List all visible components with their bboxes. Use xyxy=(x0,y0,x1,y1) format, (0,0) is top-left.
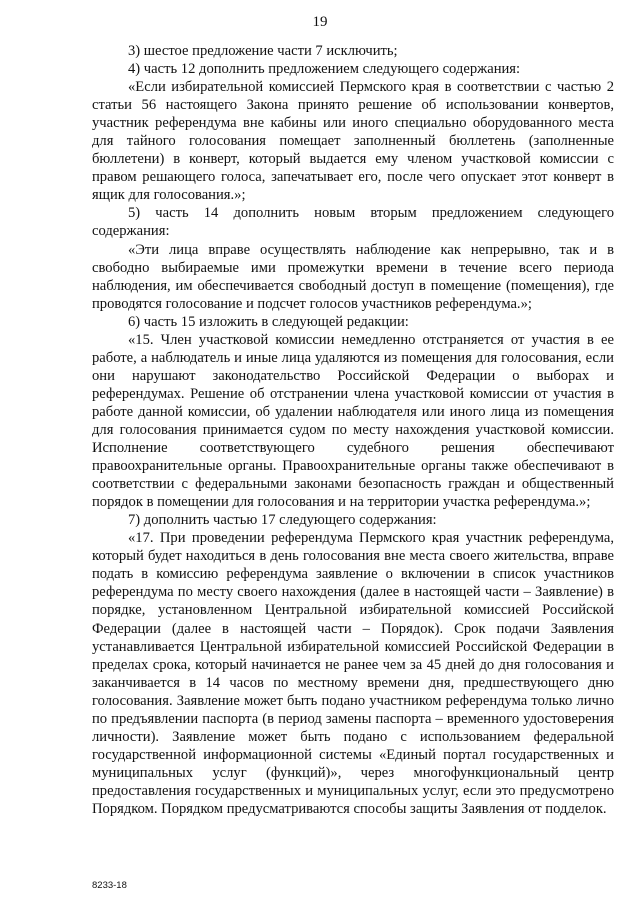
paragraph-item-6: 6) часть 15 изложить в следующей редакции: xyxy=(128,313,409,330)
document-body xyxy=(92,42,614,818)
paragraph-quote-part-14: «Эти лица вправе осуществлять наблюдение как непрерывно, так и в свободно выбираемые ими промежутки времени в течение всего периода наблюдения, им обеспечивается свободный доступ в помещение (помещения), где проводятся голосование и подсчет голосов участников референдума.»; xyxy=(92,241,614,312)
paragraph-item-7: 7) дополнить частью 17 следующего содержания: xyxy=(128,512,437,529)
document-code: 8233-18 xyxy=(92,880,127,891)
paragraph-item-3: 3) шестое предложение части 7 исключить; xyxy=(128,43,398,59)
paragraph-quote-part-15: «15. Член участковой комиссии немедленно отстраняется от участия в ее работе, а наблюдатель и иные лица удаляются из помещения для голосования, если они нарушают законодательство Российской Федерации о выборах и референдумах. Решение об отстранении члена участковой комиссии от участия в работе данной комиссии, об удалении наблюдателя или иного лица из помещения для голосования принимается судом по месту нахождения участковой комиссии. Исполнение соответствующего судебного решения обеспечивают правоохранительные органы. Правоохранительные органы также обеспечивают в соответствии с федеральными законами безопасность граждан и общественный порядок в помещении для голосования и на территории участка референдума.»; xyxy=(92,331,614,511)
paragraph-quote-part-12: «Если избирательной комиссией Пермского края в соответствии с частью 2 статьи 56 настоящего Закона принято решение об использовании конвертов, участник референдума вне кабины или иного специально оборудованного места для тайного голосования помещает заполненный бюллетень (заполненные бюллетени) в конверт, который выдается ему членом участковой комиссии с правом решающего голоса, запечатывает его, после чего опускает этот конверт в ящик для голосования.»; xyxy=(92,79,614,204)
paragraph-quote-part-17: «17. При проведении референдума Пермского края участник референдума, который будет находиться в день голосования вне места своего жительства, вправе подать в комиссию референдума заявление о включении в список участников референдума по месту своего нахождения (далее в настоящей части – Заявление) в порядке, установленном Центральной избирательной комиссией Российской Федерации (далее в настоящей части – Порядок). Срок подачи Заявления устанавливается Центральной избирательной комиссией Российской Федерации в пределах срока, который начинается не ранее чем за 45 дней до дня голосования и заканчивается в 14 часов по местному времени дня, предшествующего дню голосования. Заявление может быть подано участником референдума только лично по предъявлении паспорта (в период замены паспорта – временного удостоверения личности). Заявление может быть подано с использованием федеральной государственной информационной системы «Единый портал государственных и муниципальных услуг (функций)», через многофункциональный центр предоставления государственных и муниципальных услуг, если это предусмотрено Порядком. Порядком предусматриваются способы защиты Заявления от подделок. xyxy=(92,530,614,817)
paragraph-item-5: 5) часть 14 дополнить новым вторым предложением следующего содержания: xyxy=(92,205,614,240)
page-number: 19 xyxy=(312,14,328,30)
paragraph-item-4: 4) часть 12 дополнить предложением следующего содержания: xyxy=(128,61,521,78)
